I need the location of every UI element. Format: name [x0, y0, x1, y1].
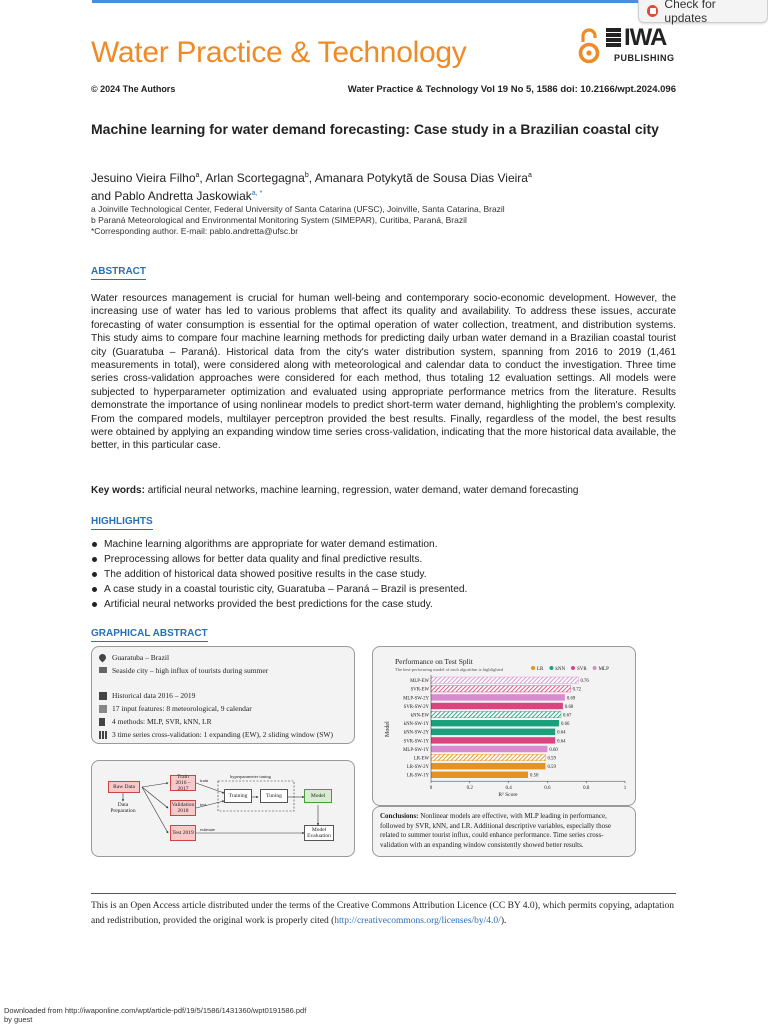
iwa-name: IWA: [624, 24, 667, 51]
y-tick-label: SVR-SW-2Y: [403, 704, 429, 710]
citation: Water Practice & Technology Vol 19 No 5, 1586 doi: 10.2166/wpt.2024.096: [347, 84, 676, 95]
legend-label-mlp: MLP: [598, 667, 609, 672]
check-updates-label: Check for updates: [664, 0, 716, 25]
study-info-panel: [91, 646, 355, 744]
test-node: Test 2019: [170, 825, 196, 841]
x-tick-label: 1: [623, 786, 627, 792]
data-label: 0.64: [557, 739, 566, 745]
methods: 4 methods: MLP, SVR, kNN, LR: [112, 717, 212, 726]
y-tick-label: kNN-SW-2Y: [403, 730, 429, 736]
legend-marker-mlp: [593, 666, 597, 670]
y-tick-label: SVR-SW-1Y: [403, 739, 429, 745]
author-name: Jesuino Vieira Filho: [91, 171, 196, 185]
top-color-bar: [92, 0, 676, 3]
train-arrow-label: train: [200, 778, 209, 783]
y-tick-label: kNN-SW-1Y: [403, 722, 429, 728]
download-line-guest: by guest: [4, 1015, 33, 1024]
bar-mlp-sw-1y: [431, 746, 547, 752]
list-item: Machine learning algorithms are appropriate for water demand estimation.: [91, 537, 676, 552]
data-label: 0.76: [580, 679, 589, 685]
y-tick-label: MLP-SW-1Y: [403, 747, 429, 753]
location-pin-icon: [98, 653, 108, 663]
calendar-icon: [99, 692, 107, 700]
table-icon: [99, 705, 107, 713]
training-node: Training: [224, 789, 252, 803]
affiliation-b: b Paraná Meteorological and Environmental Monitoring System (SIMEPAR), Curitiba, Paraná, Brazil: [91, 215, 467, 225]
bar-lr-ew: [431, 754, 545, 760]
affiliations: [91, 204, 505, 237]
affiliation-marker: a: [195, 172, 200, 179]
chart-subtitle: The best-performing model of each algorithm is highlighted: [395, 667, 504, 672]
y-tick-label: LR-SW-2Y: [406, 765, 429, 771]
list-item: Preprocessing allows for better data quality and final predictive results.: [91, 552, 676, 567]
list-item: Artificial neural networks provided the best predictions for the case study.: [91, 597, 676, 612]
data-label: 0.64: [557, 730, 566, 736]
location: Guaratuba – Brazil: [112, 653, 170, 662]
crossmark-icon: [647, 5, 658, 17]
x-tick-label: 0: [429, 786, 433, 792]
validation-node: Validation 2018: [171, 802, 195, 814]
conclusions: [380, 812, 628, 850]
legend-label-knn: kNN: [555, 667, 566, 672]
legend-label-lr: LR: [537, 667, 544, 672]
bar-lr-sw-2y: [431, 763, 545, 769]
legend-marker-knn: [549, 666, 553, 670]
download-line: Downloaded from http://iwaponline.com/wpt/article-pdf/19/5/1586/1431360/wpt0191586.pdf: [4, 1006, 307, 1015]
affiliation-marker: a: [527, 172, 532, 179]
abstract-heading: ABSTRACT: [91, 266, 146, 280]
license-text: [91, 899, 676, 929]
raw-data-node: Raw Data: [108, 781, 140, 793]
footer-divider: [91, 893, 676, 894]
affiliation-a: a Joinville Technological Center, Federal University of Santa Catarina (UFSC), Joinville, Santa Catarina, Brazil: [91, 204, 505, 214]
bar-svr-sw-2y: [431, 703, 563, 709]
conclusions-label: Conclusions:: [380, 812, 419, 820]
data-preparation-node: Data Preparation: [110, 802, 136, 814]
open-access-icon: [578, 28, 600, 66]
cv-approaches: 3 time series cross-validation: 1 expanding (EW), 2 sliding window (SW): [112, 730, 333, 739]
bar-lr-sw-1y: [431, 772, 528, 778]
article-title: Machine learning for water demand forecasting: Case study in a Brazilian coastal city: [91, 121, 659, 137]
estimate-arrow-label: estimate: [200, 827, 215, 832]
affiliation-marker: a, *: [251, 190, 263, 197]
workflow-panel: [91, 760, 355, 857]
hyperparameter-label: hyperparameter tuning: [230, 774, 271, 779]
y-tick-label: LR-EW: [413, 756, 429, 762]
author-name: , Amanara Potykytã de Sousa Dias Vieira: [308, 171, 528, 185]
historical-data: Historical data 2016 – 2019: [112, 691, 196, 700]
check-for-updates-button[interactable]: [638, 0, 768, 23]
data-label: 0.50: [530, 773, 539, 779]
x-tick-label: 0.4: [505, 786, 512, 792]
license-end: ).: [500, 916, 507, 926]
iwa-publishing: PUBLISHING: [614, 53, 675, 63]
method-icon: [99, 718, 105, 726]
x-axis-label: R² Score: [498, 792, 518, 799]
x-tick-label: 0.8: [583, 786, 590, 792]
data-label: 0.67: [562, 713, 572, 719]
author-name: , Arlan Scortegagna: [199, 171, 305, 185]
keywords: [91, 485, 578, 496]
highlights-heading: HIGHLIGHTS: [91, 516, 153, 530]
grid-icon: [99, 731, 107, 739]
chart-title: Performance on Test Split: [395, 657, 473, 666]
conclusions-panel: [372, 806, 636, 857]
bar-knn-ew: [431, 711, 561, 717]
y-axis-label: Model: [385, 721, 391, 737]
y-tick-label: LR-SW-1Y: [406, 773, 429, 779]
affiliation-marker: b: [304, 172, 309, 179]
y-tick-label: SVR-EW: [410, 687, 429, 693]
bar-svr-sw-1y: [431, 737, 555, 743]
city-note: Seaside city – high influx of tourists during summer: [112, 666, 269, 675]
journal-name: Water Practice & Technology: [91, 36, 467, 69]
list-item: A case study in a coastal touristic city, Guaratuba – Paraná – Brazil is presented.: [91, 582, 676, 597]
data-label: 0.68: [564, 704, 574, 710]
bar-mlp-sw-2y: [431, 694, 565, 700]
legend-marker-lr: [531, 666, 535, 670]
performance-chart: [373, 647, 635, 805]
keywords-label: Key words:: [91, 485, 145, 496]
highlights-list: [91, 537, 676, 612]
model-evaluation-node: Model Evaluation: [304, 825, 334, 841]
abstract-text: Water resources management is crucial for human well-being and contemporary socio-economic development. However, the increasing use of water has led to various problems that affect its quality and availability. To address these issues, accurate forecasting of water consumption is essential for the optimal operation of water collection, treatment, and distribution systems. This study aims to compare four machine learning methods for predicting daily urban water demand in a Brazilian coastal tourist city (Guaratuba – Paraná). Historical data from the city's water distribution system, spanning from 2016 to 2019 (1,461 measurements in total), were considered along with meteorological and calendar data to conduct the investigation. Three time series cross-validation approaches were considered for each method, thus totaling 12 evaluation settings. All models were subjected to hyperparameter optimization and evaluated using appropriate performance metrics from the literature. Results demonstrate the importance of using nonlinear models to predict short-term water demand, highlighting the problem's complexity. From the compared models, multilayer perceptron provided the best results. Finally, regardless of the model, the best results were obtained by applying an expanding window time series cross-validation, indicating that the more historical data available, the better, in this particular case.: [91, 293, 676, 452]
test-arrow-label: test: [200, 802, 207, 807]
y-tick-label: kNN-EW: [410, 713, 429, 719]
graphical-abstract-heading: GRAPHICAL ABSTRACT: [91, 628, 208, 642]
chart-panel: [372, 646, 636, 806]
data-label: 0.59: [547, 765, 556, 771]
bar-knn-sw-2y: [431, 729, 555, 735]
input-features: 17 input features: 8 meteorological, 9 calendar: [112, 704, 252, 713]
y-tick-label: MLP-SW-2Y: [403, 696, 429, 702]
wave-icon: [99, 667, 107, 673]
data-label: 0.72: [572, 687, 582, 693]
copyright: © 2024 The Authors: [91, 84, 176, 94]
keywords-list: artificial neural networks, machine learning, regression, water demand, water demand forecasting: [147, 485, 579, 496]
license-link[interactable]: http://creativecommons.org/licenses/by/4.0/: [334, 916, 501, 926]
train-node: Train 2016 – 2017: [170, 775, 196, 791]
authors: [91, 168, 681, 204]
bar-mlp-ew: [431, 677, 578, 683]
list-item: The addition of historical data showed positive results in the case study.: [91, 567, 676, 582]
x-tick-label: 0.2: [466, 786, 473, 792]
iwa-publishing-logo: [606, 24, 676, 66]
author-name: and Pablo Andretta Jaskowiak: [91, 189, 252, 203]
bar-knn-sw-1y: [431, 720, 559, 726]
data-label: 0.66: [561, 722, 570, 728]
legend-marker-svr: [571, 666, 575, 670]
conclusions-text: Nonlinear models are effective, with MLP leading in performance, followed by SVR, kNN, and LR. Additional descriptive variables, especially those related to summer tourist influx, could enhance performance. Time series cross-validation with an expanding window consistently showed better results.: [380, 812, 611, 849]
license-statement: This is an Open Access article distributed under the terms of the Creative Commons Attribution Licence (CC BY 4.0), which permits copying, adaptation and redistribution, provided the original work is properly cited (: [91, 901, 674, 926]
data-label: 0.69: [566, 696, 576, 702]
data-label: 0.59: [547, 756, 556, 762]
model-node: Model: [304, 789, 332, 803]
bar-svr-ew: [431, 686, 571, 692]
x-tick-label: 0.6: [544, 786, 551, 792]
legend-label-svr: SVR: [577, 667, 587, 672]
download-info: [4, 1006, 306, 1024]
tuning-node: Tuning: [260, 789, 288, 803]
data-label: 0.60: [549, 747, 558, 753]
y-tick-label: MLP-EW: [410, 679, 429, 685]
corresponding-author: *Corresponding author. E-mail: pablo.andretta@ufsc.br: [91, 226, 299, 236]
